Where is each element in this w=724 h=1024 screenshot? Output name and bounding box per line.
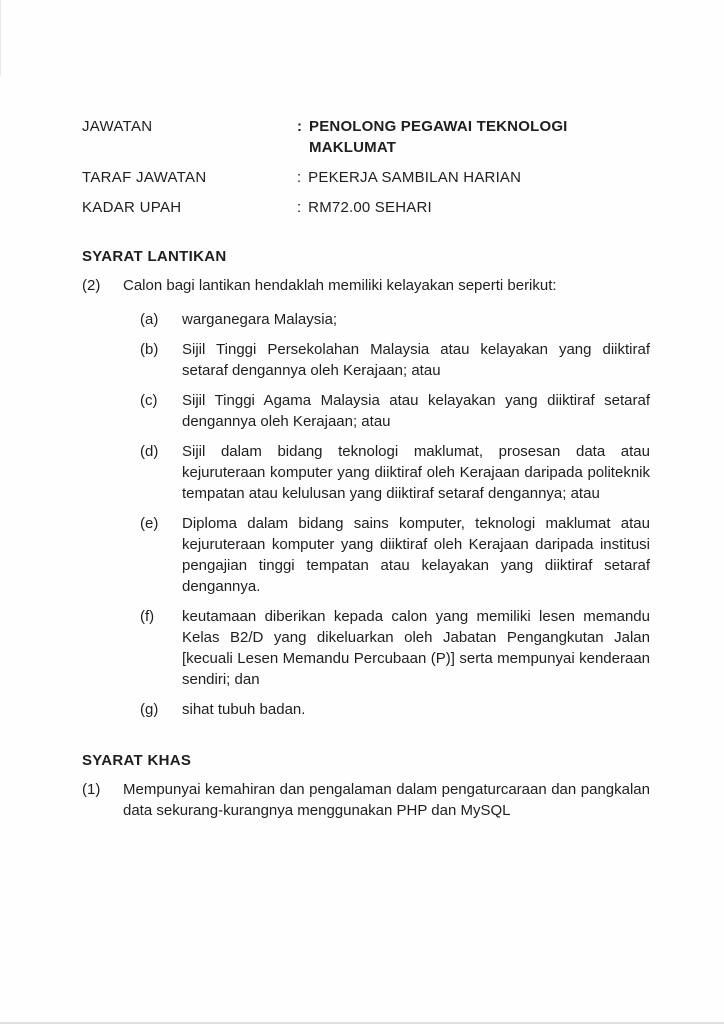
item-marker: (g) bbox=[140, 701, 159, 718]
item-marker: (e) bbox=[140, 515, 159, 532]
field-value: RM72.00 SEHARI bbox=[308, 199, 432, 216]
field-value: PEKERJA SAMBILAN HARIAN bbox=[308, 169, 522, 186]
item-text: Diploma dalam bidang sains komputer, teknologi maklumat atau kejuruteraan komputer yang diiktiraf oleh Kerajaan daripada institusi pengajian tinggi tempatan atau kelayakan yang diiktiraf setaraf dengannya. bbox=[182, 515, 650, 595]
list-item-g bbox=[82, 699, 650, 720]
item-text: keutamaan diberikan kepada calon yang memiliki lesen memandu Kelas B2/D yang dikeluarkan oleh Jabatan Pengangkutan Jalan [kecuali Lesen Memandu Percubaan (P)] serta mempunyai kenderaan sendiri; dan bbox=[182, 608, 650, 688]
list-item-a bbox=[82, 309, 650, 330]
item-marker: (d) bbox=[140, 443, 159, 460]
list-item-d bbox=[82, 441, 650, 504]
field-row-jawatan bbox=[82, 116, 650, 158]
section-heading-syarat-lantikan: SYARAT LANTIKAN bbox=[82, 248, 227, 265]
item-marker: (b) bbox=[140, 341, 159, 358]
field-label: TARAF JAWATAN bbox=[82, 169, 207, 186]
list-item-f bbox=[82, 606, 650, 690]
item-text: warganegara Malaysia; bbox=[182, 311, 338, 328]
item-marker: (a) bbox=[140, 311, 159, 328]
scan-artifact-left-edge bbox=[0, 0, 1, 76]
section-heading-syarat-khas: SYARAT KHAS bbox=[82, 752, 192, 769]
field-separator: : bbox=[297, 199, 302, 216]
field-separator: : bbox=[297, 169, 302, 186]
item-text: Sijil dalam bidang teknologi maklumat, prosesan data atau kejuruteraan komputer yang diiktiraf oleh Kerajaan daripada politeknik tempatan atau kelulusan yang diiktiraf setaraf dengannya; atau bbox=[182, 443, 650, 502]
field-label: KADAR UPAH bbox=[82, 199, 182, 216]
field-separator: : bbox=[297, 118, 302, 135]
intro-number: (2) bbox=[82, 277, 101, 294]
item-marker: (c) bbox=[140, 392, 158, 409]
list-item-b bbox=[82, 339, 650, 381]
field-row-kadar-upah bbox=[82, 197, 650, 218]
list-item-c bbox=[82, 390, 650, 432]
item-text: Sijil Tinggi Persekolahan Malaysia atau kelayakan yang diiktiraf setaraf dengannya oleh Kerajaan; atau bbox=[182, 341, 650, 379]
section-intro bbox=[82, 275, 650, 296]
intro-text: Calon bagi lantikan hendaklah memiliki kelayakan seperti berikut: bbox=[123, 277, 557, 294]
field-label: JAWATAN bbox=[82, 118, 153, 135]
item-text: Sijil Tinggi Agama Malaysia atau kelayakan yang diiktiraf setaraf dengannya oleh Kerajaan; atau bbox=[182, 392, 650, 430]
intro-number: (1) bbox=[82, 781, 101, 798]
intro-text: Mempunyai kemahiran dan pengalaman dalam pengaturcaraan dan pangkalan data sekurang-kurangnya menggunakan PHP dan MySQL bbox=[123, 781, 650, 819]
list-item-e bbox=[82, 513, 650, 597]
item-marker: (f) bbox=[140, 608, 155, 625]
item-text: sihat tubuh badan. bbox=[182, 701, 306, 718]
field-row-taraf-jawatan bbox=[82, 167, 650, 188]
section-intro bbox=[82, 779, 650, 821]
field-value: PENOLONG PEGAWAI TEKNOLOGI MAKLUMAT bbox=[309, 118, 568, 156]
